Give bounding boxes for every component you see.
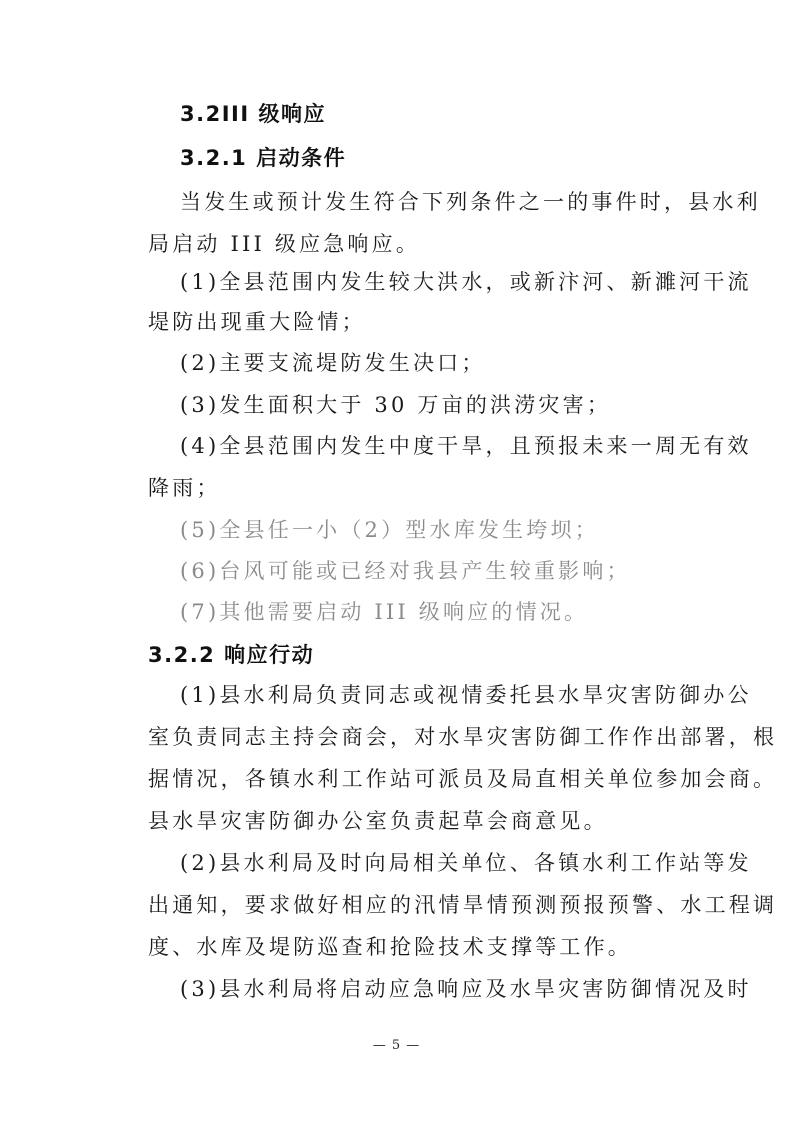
action-paragraph-line: 据情况，各镇水利工作站可派员及局直相关单位参加会商。 — [148, 767, 778, 791]
condition-item: (3)发生面积大于 30 万亩的洪涝灾害； — [180, 393, 612, 417]
action-paragraph-line: (2)县水利局及时向局相关单位、各镇水利工作站等发 — [180, 851, 752, 875]
section-heading: 3.2III 级响应 — [180, 102, 326, 126]
action-paragraph-line: 县水旱灾害防御办公室负责起草会商意见。 — [148, 809, 608, 833]
intro-paragraph-line: 当发生或预计发生符合下列条件之一的事件时，县水利 — [180, 190, 761, 214]
action-paragraph-line: 度、水库及堤防巡查和抢险技术支撑等工作。 — [148, 935, 632, 959]
subsection-heading-response-actions: 3.2.2 响应行动 — [148, 643, 315, 667]
intro-paragraph-line: 局启动 III 级应急响应。 — [148, 232, 421, 256]
condition-item: (4)全县范围内发生中度干旱，且预报未来一周无有效 — [180, 434, 752, 458]
condition-item: (6)台风可能或已经对我县产生较重影响； — [180, 559, 631, 583]
action-paragraph-line: 室负责同志主持会商会，对水旱灾害防御工作作出部署，根 — [148, 725, 778, 749]
subsection-heading-start-conditions: 3.2.1 启动条件 — [180, 146, 347, 170]
condition-item: (1)全县范围内发生较大洪水，或新汴河、新濉河干流 — [180, 270, 752, 294]
condition-item-continued: 堤防出现重大险情； — [148, 310, 366, 334]
condition-item: (2)主要支流堤防发生决口； — [180, 351, 486, 375]
condition-item: (7)其他需要启动 III 级响应的情况。 — [180, 600, 589, 624]
condition-item-continued: 降雨； — [148, 476, 221, 500]
action-paragraph-line: 出通知，要求做好相应的汛情旱情预测预报预警、水工程调 — [148, 893, 778, 917]
action-paragraph-line: (3)县水利局将启动应急响应及水旱灾害防御情况及时 — [180, 977, 752, 1001]
action-paragraph-line: (1)县水利局负责同志或视情委托县水旱灾害防御办公 — [180, 683, 752, 707]
condition-item: (5)全县任一小（2）型水库发生垮坝； — [180, 518, 599, 542]
page-number: — 5 — — [372, 1038, 421, 1053]
